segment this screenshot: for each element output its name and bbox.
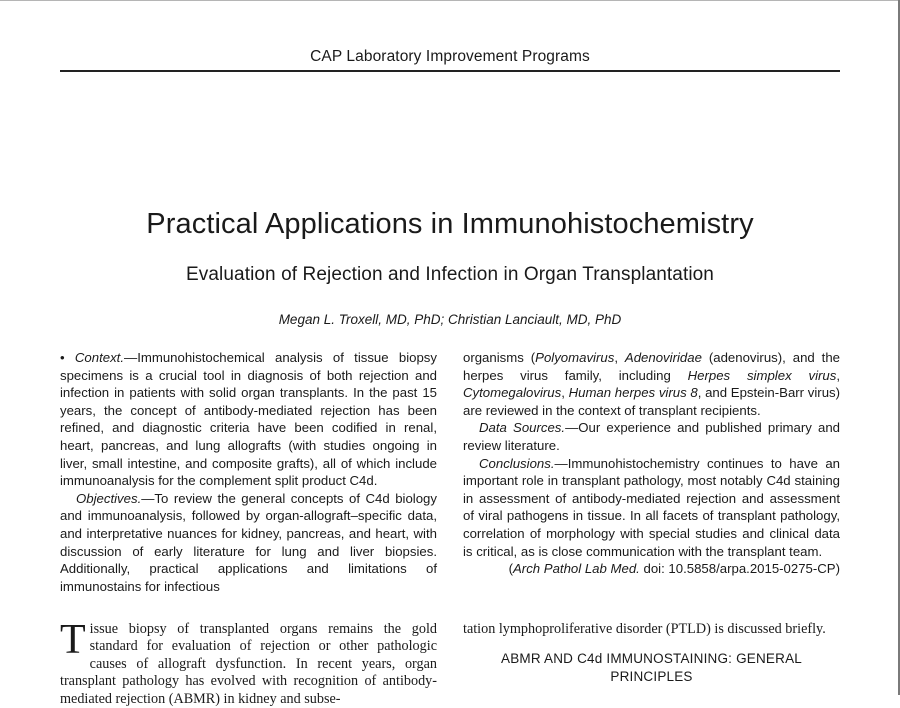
article-subtitle: Evaluation of Rejection and Infection in Organ Transplantation [186, 264, 714, 285]
objectives-text: —To review the general concepts of C4d biology and immunoanalysis, followed by organ-allograft–specific data, and interpretative nuances for kidney, pancreas, and heart, with discussion of early literature for lung and liver biopsies. Additionally, practical applications and limitations of immunostains for infectious [60, 490, 437, 594]
citation-journal: Arch Pathol Lab Med. [513, 561, 640, 577]
abstract-citation [463, 560, 840, 578]
citation-text: ( [508, 561, 514, 577]
context-label: Context. [74, 350, 125, 365]
running-head: CAP Laboratory Improvement Programs [310, 48, 590, 65]
data-sources-label: Data Sources. [479, 420, 566, 436]
body-paragraph-continued: tation lymphoproliferative disorder (PTLD) is discussed briefly. [463, 621, 826, 637]
article-title: Practical Applications in Immunohistochemistry [146, 208, 754, 240]
bullet-icon: • [60, 350, 65, 365]
objectives-cont-text: , [561, 385, 569, 401]
organism-name: Human herpes virus 8 [568, 385, 698, 401]
section-heading: ABMR AND C4d IMMUNOSTAINING: GENERAL PRINCIPLES [501, 651, 802, 684]
context-text: —Immunohistochemical analysis of tissue biopsy specimens is a crucial tool in diagnosis of both rejection and infection in patients with solid organ transplants. In the past 15 years, the concept of antibody-mediated rejection has been refined, and diagnostic criteria have been codified in renal, heart, pancreas, and lung allografts (with studies ongoing in liver, small intestine, and composite grafts), all of which include immunoanalysis for the complement split product C4d. [60, 350, 437, 489]
organism-name: Polyomavirus [535, 350, 615, 365]
objectives-cont-text: , [836, 367, 840, 383]
author-line: Megan L. Troxell, MD, PhD; Christian Lanciault, MD, PhD [278, 312, 622, 327]
abstract-left-column [60, 349, 437, 595]
objectives-cont-text: , and Epstein-Barr virus) are reviewed in the context of transplant recipients. [463, 385, 841, 418]
data-sources-text: —Our experience and published primary and review literature. [463, 420, 840, 453]
abstract-context [60, 349, 437, 490]
organism-name: Adenoviridae [624, 350, 702, 365]
objectives-cont-text: organisms ( [463, 350, 536, 365]
organism-name: Herpes simplex virus [687, 367, 837, 383]
objectives-label: Objectives. [76, 490, 142, 506]
citation-doi: doi: 10.5858/arpa.2015-0275-CP) [639, 561, 840, 577]
abstract-conclusions [463, 455, 840, 561]
abstract-objectives [60, 490, 437, 596]
header-rule [60, 70, 840, 72]
body-right-column [463, 621, 840, 685]
body-text: issue biopsy of transplanted organs remains the gold standard for evaluation of rejection or other pathologic causes of allograft dysfunction. In recent years, organ transplant pathology has evolved with recognition of antibody-mediated rejection (ABMR) in kidney and subse- [60, 621, 437, 707]
objectives-cont-text: , [614, 350, 625, 365]
conclusions-text: —Immunohistochemistry continues to have an important role in transplant pathology, most notably C4d staining in assessment of antibody-mediated rejection and assessment of viral pathogens in tissue. In all facets of transplant pathology, correlation of morphology with special studies and clinical data is critical, as is close communication with the transplant team. [463, 455, 840, 559]
drop-cap: T [60, 617, 86, 663]
abstract-objectives-continued [463, 349, 840, 419]
page-top-edge [0, 0, 900, 1]
organism-name: Cytomegalovirus [463, 385, 562, 401]
conclusions-label: Conclusions. [479, 455, 555, 471]
abstract-right-column [463, 349, 840, 578]
abstract-data-sources [463, 419, 840, 454]
objectives-cont-text: (adenovirus), and the herpes virus family, including [463, 350, 841, 383]
